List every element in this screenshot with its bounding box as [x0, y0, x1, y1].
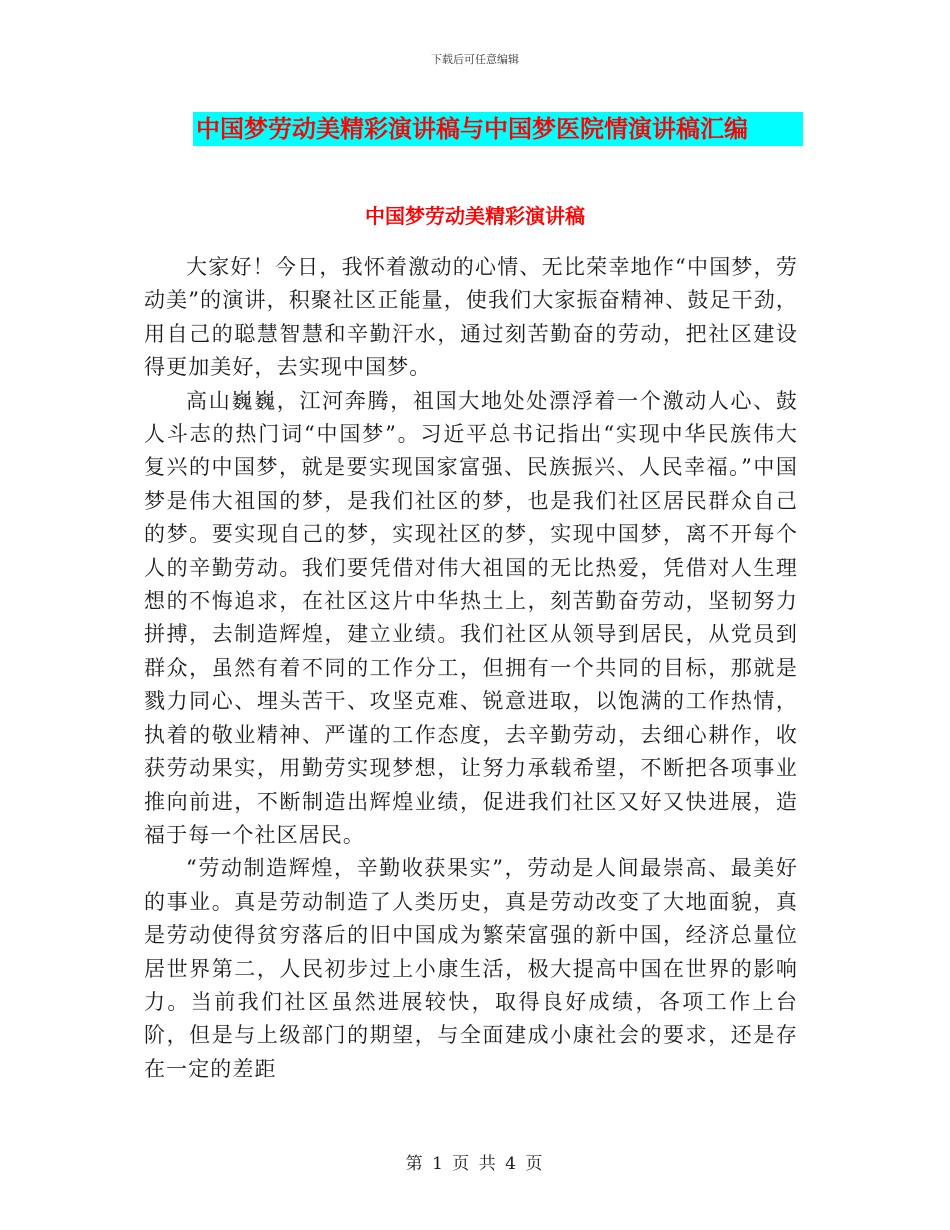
page-number: 第 1 页 共 4 页	[405, 1154, 545, 1174]
paragraph-1: 大家好！今日，我怀着激动的心情、无比荣幸地作“中国梦，劳动美”的演讲，积聚社区正能量，使我们大家振奋精神、鼓足干劲，用自己的聪慧智慧和辛勤汗水，通过刻苦勤奋的劳动，把社区建设得更加美好，去实现中国梦。	[144, 255, 798, 380]
page-header-note: 下载后可任意编辑	[431, 53, 519, 66]
paragraph-3: “劳动制造辉煌，辛勤收获果实”，劳动是人间最崇高、最美好的事业。真是劳动制造了人类历史，真是劳动改变了大地面貌，真是劳动使得贫穷落后的旧中国成为繁荣富强的新中国，经济总量位居世界第二，人民初步过上小康生活，极大提高中国在世界的影响力。当前我们社区虽然进展较快，取得良好成绩，各项工作上台阶，但是与上级部门的期望，与全面建成小康社会的要求，还是存在一定的差距	[144, 856, 798, 1081]
body-text	[144, 251, 798, 1086]
main-title: 中国梦劳动美精彩演讲稿与中国梦医院情演讲稿汇编	[196, 114, 748, 143]
main-title-highlight	[193, 112, 803, 146]
paragraph-2: 高山巍巍，江河奔腾，祖国大地处处漂浮着一个激动人心、鼓人斗志的热门词“中国梦”。习近平总书记指出“实现中华民族伟大复兴的中国梦，就是要实现国家富强、民族振兴、人民幸福。”中国梦是伟大祖国的梦，是我们社区的梦，也是我们社区居民群众自己的梦。要实现自己的梦，实现社区的梦，实现中国梦，离不开每个人的辛勤劳动。我们要凭借对伟大祖国的无比热爱，凭借对人生理想的不悔追求，在社区这片中华热土上，刻苦勤奋劳动，坚韧努力拼搏，去制造辉煌，建立业绩。我们社区从领导到居民，从党员到群众，虽然有着不同的工作分工，但拥有一个共同的目标，那就是戮力同心、埋头苦干、攻坚克难、锐意进取，以饱满的工作热情，执着的敬业精神、严谨的工作态度，去辛勤劳动，去细心耕作，收获劳动果实，用勤劳实现梦想，让努力承载希望，不断把各项事业推向前进，不断制造出辉煌业绩，促进我们社区又好又快进展，造福于每一个社区居民。	[144, 388, 798, 847]
section-title: 中国梦劳动美精彩演讲稿	[365, 204, 585, 228]
